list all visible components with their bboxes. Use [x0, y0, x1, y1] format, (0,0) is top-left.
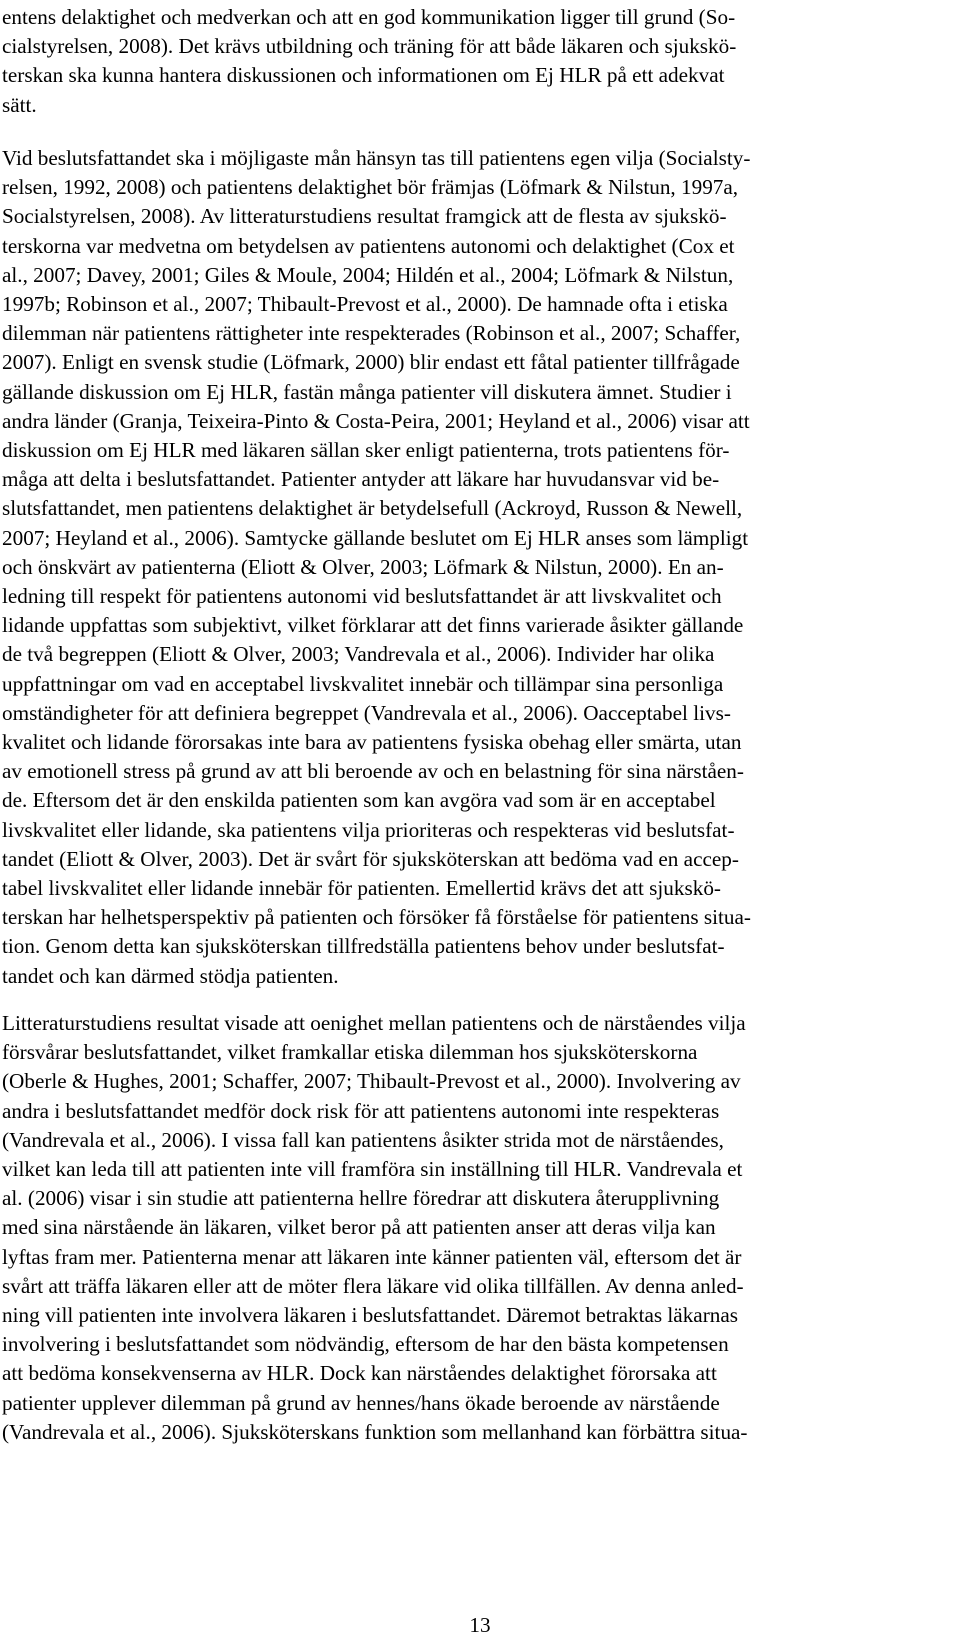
- text-line: att bedöma konsekvenserna av HLR. Dock kan närståendes delaktighet förorsaka att: [2, 1361, 717, 1386]
- text-line: Vid beslutsfattandet ska i möjligaste mån hänsyn tas till patientens egen vilja (Socialsty-: [2, 146, 751, 170]
- text-line: cialstyrelsen, 2008). Det krävs utbildning och träning för att både läkaren och sjukskö-: [2, 34, 737, 59]
- text-line: tandet och kan därmed stödja patienten.: [2, 963, 339, 988]
- text-line: ning vill patienten inte involvera läkaren i beslutsfattandet. Däremot betraktas läkarnas: [2, 1303, 739, 1327]
- text-line: uppfattningar om vad en acceptabel livskvalitet innebär och tillämpar sina personliga: [2, 671, 724, 696]
- text-line: Socialstyrelsen, 2008). Av litteraturstudiens resultat framgick att de flesta av sjukskö-: [2, 204, 727, 229]
- text-line: terskan ska kunna hantera diskussionen och informationen om Ej HLR på ett adekvat: [2, 63, 725, 88]
- text-line: diskussion om Ej HLR med läkaren sällan sker enligt patienterna, trots patientens för-: [2, 438, 730, 462]
- text-line: al. (2006) visar i sin studie att patienterna hellre föredrar att diskutera återupplivning: [2, 1186, 720, 1211]
- text-line: med sina närstående än läkaren, vilket beror på att patienten anser att deras vilja kan: [2, 1215, 716, 1240]
- text-line: av emotionell stress på grund av att bli beroende av och en belastning för sina närståen-: [2, 759, 744, 784]
- text-line: patienter upplever dilemman på grund av hennes/hans ökade beroende av närstående: [2, 1390, 720, 1415]
- text-line: sätt.: [2, 92, 37, 117]
- text-line: (Oberle & Hughes, 2001; Schaffer, 2007; Thibault-Prevost et al., 2000). Involvering av: [2, 1069, 741, 1094]
- text-line: terskan har helhetsperspektiv på patienten och försöker få förståelse för patientens situa-: [2, 905, 751, 930]
- text-line: tabel livskvalitet eller lidande innebär för patienten. Emellertid krävs det att sjukskö-: [2, 876, 721, 900]
- text-line: dilemman när patientens rättigheter inte respekterades (Robinson et al., 2007; Schaffer,: [2, 321, 741, 346]
- text-line: omständigheter för att definiera begreppet (Vandrevala et al., 2006). Oacceptabel livs-: [2, 700, 731, 725]
- text-line: 1997b; Robinson et al., 2007; Thibault-Prevost et al., 2000). De hamnade ofta i etiska: [2, 292, 728, 316]
- text-line: entens delaktighet och medverkan och att en god kommunikation ligger till grund (So-: [2, 5, 736, 29]
- text-line: 2007). Enligt en svensk studie (Löfmark, 2000) blir endast ett fåtal patienter tillfrågade: [2, 350, 740, 375]
- text-line: 2007; Heyland et al., 2006). Samtycke gällande beslutet om Ej HLR anses som lämpligt: [2, 525, 749, 550]
- text-line: tion. Genom detta kan sjuksköterskan tillfredställa patientens behov under beslutsfat-: [2, 934, 725, 959]
- text-line: kvalitet och lidande förorsakas inte bara av patientens fysiska obehag eller smärta, utan: [2, 730, 742, 754]
- text-line: måga att delta i beslutsfattandet. Patienter antyder att läkare har huvudansvar vid be-: [2, 467, 720, 492]
- text-line: de. Eftersom det är den enskilda patienten som kan avgöra vad som är en acceptabel: [2, 788, 716, 813]
- text-line: al., 2007; Davey, 2001; Giles & Moule, 2004; Hildén et al., 2004; Löfmark & Nilstun,: [2, 262, 734, 287]
- text-line: vilket kan leda till att patienten inte vill framföra sin inställning till HLR. Vandrevala et: [2, 1157, 743, 1181]
- text-line: de två begreppen (Eliott & Olver, 2003; Vandrevala et al., 2006). Individer har olika: [2, 642, 715, 667]
- text-line: lidande uppfattas som subjektivt, vilket förklarar att det finns varierade åsikter gällande: [2, 613, 744, 638]
- text-line: och önskvärt av patienterna (Eliott & Olver, 2003; Löfmark & Nilstun, 2000). En an-: [2, 554, 724, 579]
- text-line: slutsfattandet, men patientens delaktighet är betydelsefull (Ackroyd, Russon & Newell,: [2, 496, 743, 521]
- text-line: (Vandrevala et al., 2006). Sjuksköterskans funktion som mellanhand kan förbättra situa-: [2, 1419, 748, 1444]
- text-line: Litteraturstudiens resultat visade att oenighet mellan patientens och de närståendes vilja: [2, 1011, 746, 1035]
- text-line: lyftas fram mer. Patienterna menar att läkaren inte känner patienten väl, eftersom det är: [2, 1244, 742, 1269]
- text-line: försvårar beslutsfattandet, vilket framkallar etiska dilemman hos sjuksköterskorna: [2, 1040, 698, 1065]
- text-line: gällande diskussion om Ej HLR, fastän många patienter vill diskutera ämnet. Studier i: [2, 379, 732, 404]
- text-line: andra i beslutsfattandet medför dock risk för att patientens autonomi inte respekteras: [2, 1098, 720, 1123]
- text-line: tandet (Eliott & Olver, 2003). Det är svårt för sjuksköterskan att bedöma vad en accep-: [2, 846, 739, 871]
- text-line: andra länder (Granja, Teixeira-Pinto & Costa-Peira, 2001; Heyland et al., 2006) visar att: [2, 408, 750, 433]
- text-line: relsen, 1992, 2008) och patientens delaktighet bör främjas (Löfmark & Nilstun, 1997a,: [2, 175, 739, 200]
- text-line: involvering i beslutsfattandet som nödvändig, eftersom de har den bästa kompetensen: [2, 1332, 729, 1357]
- text-line: ledning till respekt för patientens autonomi vid beslutsfattandet är att livskvalitet och: [2, 584, 722, 608]
- page-number: 13: [469, 1613, 491, 1637]
- text-line: terskorna var medvetna om betydelsen av patientens autonomi och delaktighet (Cox et: [2, 233, 735, 258]
- text-line: svårt att träffa läkaren eller att de möter flera läkare vid olika tillfällen. Av denna anled-: [2, 1273, 744, 1298]
- text-line: (Vandrevala et al., 2006). I vissa fall kan patientens åsikter strida mot de närståendes,: [2, 1127, 724, 1152]
- text-line: livskvalitet eller lidande, ska patientens vilja prioriteras och respekteras vid beslutsfat-: [2, 817, 735, 842]
